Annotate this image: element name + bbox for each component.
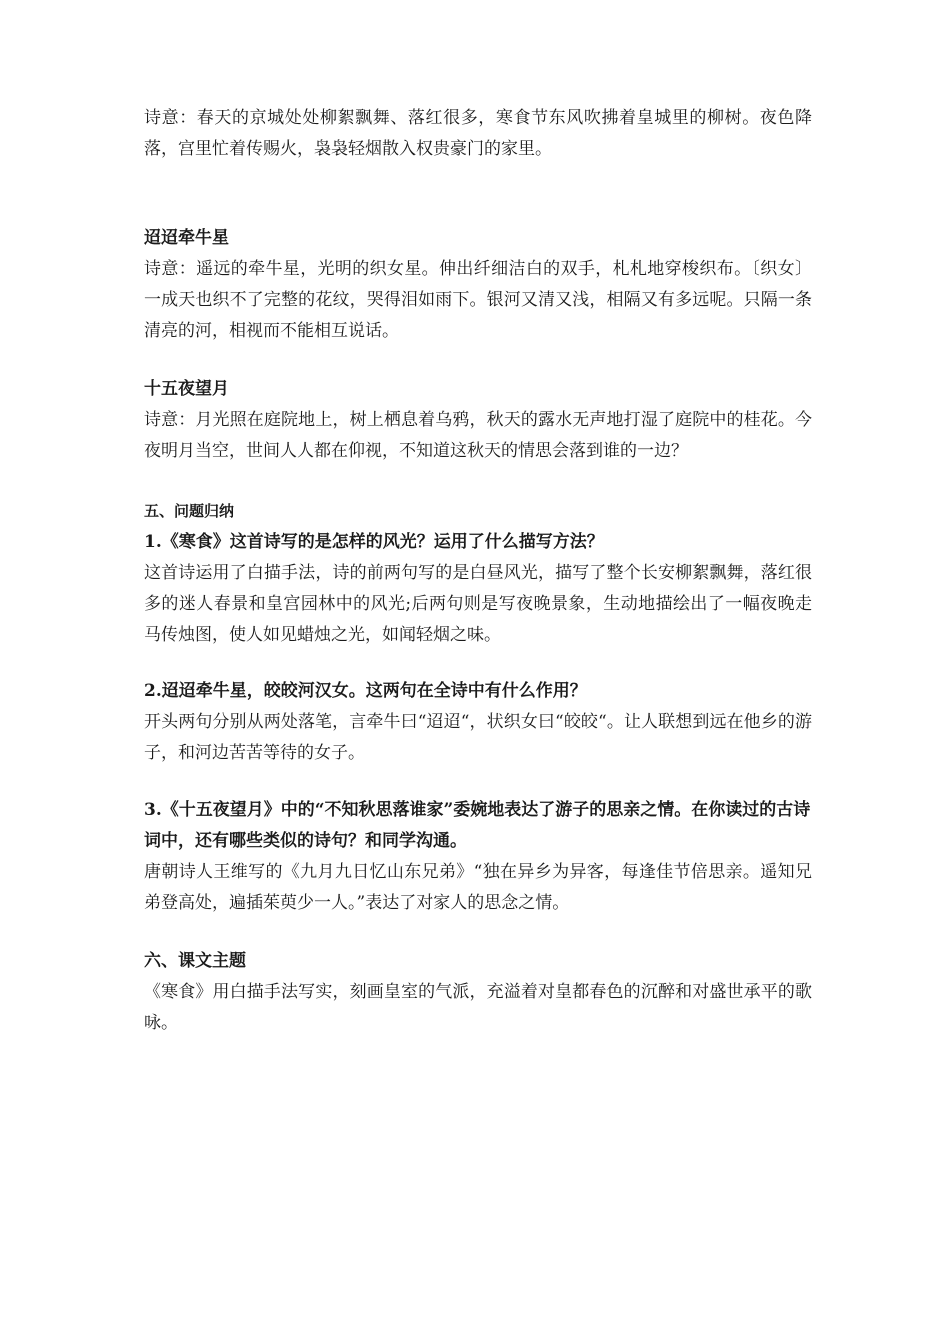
- section-question-2: [144, 676, 812, 769]
- hanshi-meaning-text: 诗意：春天的京城处处柳絮飘舞、落红很多，寒食节东风吹拂着皇城里的柳树。夜色降落，宫里忙着传赐火，袅袅轻烟散入权贵豪门的家里。: [144, 108, 812, 159]
- section-tiaotiao: [144, 223, 812, 347]
- questions-heading: 五、问题归纳: [144, 502, 235, 520]
- answer-3: 唐朝诗人王维写的《九月九日忆山东兄弟》“独在异乡为异客，每逢佳节倍思亲。遥知兄弟登高处，遍插茱萸少一人。”表达了对家人的思念之情。: [144, 862, 812, 913]
- section-hanshi-meaning: [144, 103, 812, 165]
- theme-text: 《寒食》用白描手法写实，刻画皇室的气派，充溢着对皇都春色的沉醉和对盛世承平的歌咏。: [144, 982, 812, 1033]
- question-2: 2.迢迢牵牛星，皎皎河汉女。这两句在全诗中有什么作用？: [144, 681, 587, 701]
- question-1: 1.《寒食》这首诗写的是怎样的风光？运用了什么描写方法？: [144, 532, 604, 552]
- tiaotiao-title: 迢迢牵牛星: [144, 228, 229, 248]
- shiwuye-title: 十五夜望月: [144, 379, 229, 399]
- theme-heading: 六、课文主题: [144, 951, 246, 971]
- answer-1: 这首诗运用了白描手法，诗的前两句写的是白昼风光，描写了整个长安柳絮飘舞，落红很多的迷人春景和皇宫园林中的风光;后两句则是写夜晚景象，生动地描绘出了一幅夜晚走马传烛图，使人如见蜡烛之光，如闻轻烟之味。: [144, 563, 812, 645]
- section-theme: [144, 946, 812, 1039]
- question-3: 3.《十五夜望月》中的“不知秋思落谁家”委婉地表达了游子的思亲之情。在你读过的古诗词中，还有哪些类似的诗句？和同学沟通。: [144, 800, 811, 851]
- section-shiwuye: [144, 374, 812, 467]
- shiwuye-meaning-text: 诗意：月光照在庭院地上，树上栖息着乌鸦，秋天的露水无声地打湿了庭院中的桂花。今夜明月当空，世间人人都在仰视，不知道这秋天的情思会落到谁的一边？: [144, 410, 812, 461]
- section-questions: [144, 496, 812, 651]
- tiaotiao-meaning-text: 诗意：遥远的牵牛星，光明的织女星。伸出纤细洁白的双手，札札地穿梭织布。〔织女〕一成天也织不了完整的花纹，哭得泪如雨下。银河又清又浅，相隔又有多远呢。只隔一条清亮的河，相视而不能相互说话。: [144, 259, 812, 341]
- section-question-3: [144, 795, 812, 919]
- answer-2: 开头两句分别从两处落笔，言牵牛曰“迢迢“，状织女曰“皎皎“。让人联想到远在他乡的游子，和河边苦苦等待的女子。: [144, 712, 812, 763]
